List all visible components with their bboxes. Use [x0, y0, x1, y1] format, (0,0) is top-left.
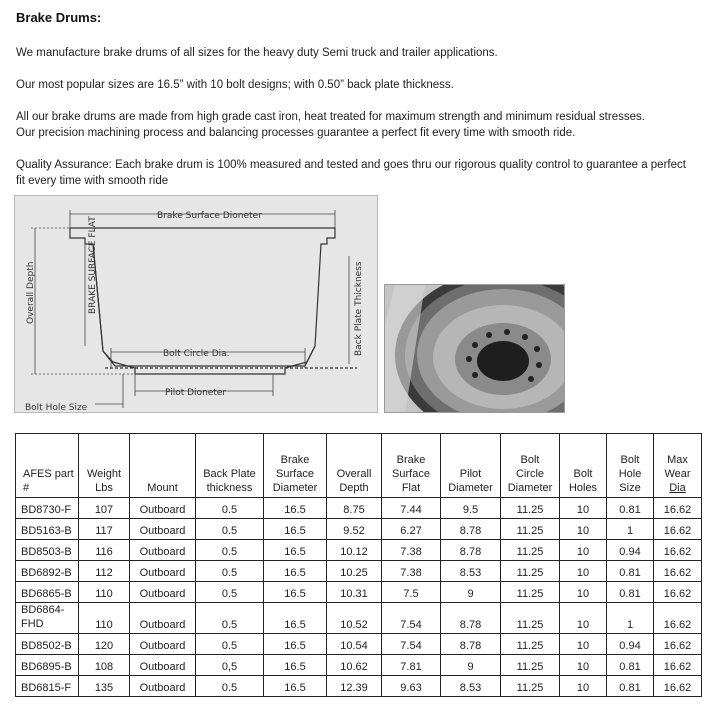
cell-back-plate: 0.5: [196, 676, 264, 697]
intro-paragraph: We manufacture brake drums of all sizes for the heavy duty Semi truck and trailer applications.: [16, 47, 498, 59]
table-row: [16, 603, 702, 634]
cell-bolt-hole-size: 0.94: [607, 540, 654, 561]
header-overall-depth: Overall Depth: [327, 434, 382, 498]
cell-bolt-holes: 10: [560, 498, 607, 519]
cell-overall-depth: 10.52: [327, 603, 382, 634]
cell-bolt-holes: 10: [560, 676, 607, 697]
cell-overall-depth: 9.52: [327, 519, 382, 540]
cell-bolt-hole-size: 1: [607, 603, 654, 634]
brake-drum-diagram: [14, 195, 378, 413]
cell-surface-dia: 16.5: [264, 540, 327, 561]
cell-max-wear: 16.62: [654, 634, 702, 655]
cell-surface-dia: 16.5: [264, 676, 327, 697]
cell-bolt-holes: 10: [560, 540, 607, 561]
cell-mount: Outboard: [130, 655, 196, 676]
cell-bolt-circle: 11.25: [501, 582, 560, 603]
cell-back-plate: 0.5: [196, 519, 264, 540]
label-bolt-hole-size: Bolt Hole Size: [25, 403, 88, 413]
cell-overall-depth: 10.25: [327, 561, 382, 582]
cell-back-plate: 0,5: [196, 655, 264, 676]
cell-bolt-hole-size: 1: [607, 519, 654, 540]
cell-back-plate: 0.5: [196, 498, 264, 519]
label-overall-depth: Overall Depth: [26, 261, 36, 324]
cell-bolt-circle: 11.25: [501, 603, 560, 634]
cell-part: BD6815-F: [16, 676, 79, 697]
cell-back-plate: 0.5: [196, 561, 264, 582]
cell-pilot: 8.78: [441, 540, 501, 561]
cell-bolt-circle: 11.25: [501, 498, 560, 519]
brake-drum-photo-image: [385, 285, 565, 413]
header-bolt-circle: Bolt Circle Diameter: [501, 434, 560, 498]
cell-bolt-holes: 10: [560, 634, 607, 655]
cell-bolt-hole-size: 0.81: [607, 498, 654, 519]
quality-assurance-paragraph: Quality Assurance: Each brake drum is 100% measured and tested and goes thru our rigorous quality control to guarantee a perfect fit every time with smooth ride: [16, 159, 686, 187]
cell-part: BD5163-B: [16, 519, 79, 540]
cell-bolt-circle: 11.25: [501, 676, 560, 697]
cell-pilot: 9: [441, 655, 501, 676]
cell-bolt-circle: 11.25: [501, 655, 560, 676]
cell-weight: 116: [79, 540, 130, 561]
header-surface-flat: Brake Surface Flat: [382, 434, 441, 498]
cell-pilot: 8.78: [441, 634, 501, 655]
cell-mount: Outboard: [130, 676, 196, 697]
table-row: [16, 655, 702, 676]
cell-mount: Outboard: [130, 498, 196, 519]
cell-surface-dia: 16.5: [264, 582, 327, 603]
cell-surface-flat: 7.81: [382, 655, 441, 676]
cell-bolt-holes: 10: [560, 603, 607, 634]
cell-bolt-holes: 10: [560, 655, 607, 676]
header-weight: Weight Lbs: [79, 434, 130, 498]
cell-overall-depth: 10.12: [327, 540, 382, 561]
cell-weight: 108: [79, 655, 130, 676]
cell-overall-depth: 8.75: [327, 498, 382, 519]
header-part: AFES part #: [16, 434, 79, 498]
cell-weight: 135: [79, 676, 130, 697]
header-mount: Mount: [130, 434, 196, 498]
brake-drum-cross-section: [15, 196, 379, 414]
material-text: All our brake drums are made from high grade cast iron, heat treated for maximum strength and minimum residual stresses.: [16, 111, 645, 123]
cell-surface-flat: 7.44: [382, 498, 441, 519]
cell-max-wear: 16.62: [654, 676, 702, 697]
cell-weight: 107: [79, 498, 130, 519]
cell-surface-dia: 16.5: [264, 634, 327, 655]
cell-weight: 117: [79, 519, 130, 540]
cell-mount: Outboard: [130, 634, 196, 655]
cell-max-wear: 16.62: [654, 603, 702, 634]
cell-max-wear: 16.62: [654, 561, 702, 582]
cell-bolt-circle: 11.25: [501, 561, 560, 582]
brake-drum-spec-table: [15, 433, 702, 697]
cell-part: BD6865-B: [16, 582, 79, 603]
label-brake-surface-flat: BRAKE SURFACE FLAT: [88, 216, 98, 314]
cell-surface-dia: 16.5: [264, 561, 327, 582]
cell-mount: Outboard: [130, 540, 196, 561]
cell-max-wear: 16.62: [654, 655, 702, 676]
page-title: Brake Drums:: [16, 10, 102, 25]
label-back-plate-thickness: Back Plate Thickness: [354, 261, 364, 356]
cell-weight: 110: [79, 603, 130, 634]
cell-max-wear: 16.62: [654, 540, 702, 561]
cell-max-wear: 16.62: [654, 582, 702, 603]
table-row: [16, 634, 702, 655]
material-paragraph: [16, 109, 696, 141]
cell-weight: 120: [79, 634, 130, 655]
cell-overall-depth: 10.31: [327, 582, 382, 603]
cell-max-wear: 16.62: [654, 498, 702, 519]
cell-mount: Outboard: [130, 603, 196, 634]
cell-max-wear: 16.62: [654, 519, 702, 540]
popular-sizes-paragraph: Our most popular sizes are 16.5” with 10 bolt designs; with 0.50” back plate thickness.: [16, 79, 454, 91]
cell-pilot: 8.53: [441, 676, 501, 697]
cell-bolt-hole-size: 0.81: [607, 676, 654, 697]
cell-overall-depth: 10.62: [327, 655, 382, 676]
cell-pilot: 9.5: [441, 498, 501, 519]
cell-bolt-holes: 10: [560, 561, 607, 582]
cell-pilot: 9: [441, 582, 501, 603]
header-max-wear: Max Wear Dia: [654, 434, 702, 498]
header-pilot: Pilot Diameter: [441, 434, 501, 498]
cell-back-plate: 0.5: [196, 603, 264, 634]
cell-bolt-holes: 10: [560, 519, 607, 540]
label-brake-surface-diameter: Brake Surface Dioneter: [157, 211, 262, 221]
header-surface-dia: Brake Surface Diameter: [264, 434, 327, 498]
cell-surface-dia: 16.5: [264, 519, 327, 540]
label-pilot-diameter: Pilot Dioneter: [165, 388, 227, 398]
cell-part: BD6895-B: [16, 655, 79, 676]
cell-bolt-circle: 11.25: [501, 634, 560, 655]
cell-part: BD6892-B: [16, 561, 79, 582]
table-header-row: [16, 434, 702, 498]
cell-overall-depth: 10.54: [327, 634, 382, 655]
table-row: [16, 582, 702, 603]
cell-surface-dia: 16.5: [264, 603, 327, 634]
cell-surface-flat: 7.5: [382, 582, 441, 603]
cell-surface-dia: 16.5: [264, 655, 327, 676]
table-row: [16, 519, 702, 540]
cell-back-plate: 0.5: [196, 540, 264, 561]
cell-mount: Outboard: [130, 561, 196, 582]
table-row: [16, 561, 702, 582]
cell-pilot: 8.78: [441, 519, 501, 540]
cell-back-plate: 0.5: [196, 634, 264, 655]
cell-mount: Outboard: [130, 582, 196, 603]
cell-surface-flat: 7.54: [382, 603, 441, 634]
cell-part: BD8730-F: [16, 498, 79, 519]
label-bolt-circle-dia: Bolt Circle Dia.: [163, 349, 230, 359]
cell-part: BD8503-B: [16, 540, 79, 561]
cell-bolt-circle: 11.25: [501, 540, 560, 561]
table-row: [16, 498, 702, 519]
cell-back-plate: 0.5: [196, 582, 264, 603]
cell-surface-flat: 7.54: [382, 634, 441, 655]
brake-drum-photo: [384, 284, 565, 413]
cell-part: BD6864- FHD: [16, 603, 79, 634]
cell-mount: Outboard: [130, 519, 196, 540]
cell-surface-flat: 9.63: [382, 676, 441, 697]
cell-bolt-hole-size: 0.94: [607, 634, 654, 655]
cell-pilot: 8.78: [441, 603, 501, 634]
cell-overall-depth: 12.39: [327, 676, 382, 697]
cell-pilot: 8.53: [441, 561, 501, 582]
cell-surface-flat: 7.38: [382, 561, 441, 582]
header-back-plate: Back Plate thickness: [196, 434, 264, 498]
cell-part: BD8502-B: [16, 634, 79, 655]
cell-weight: 112: [79, 561, 130, 582]
table-row: [16, 540, 702, 561]
header-bolt-holes: Bolt Holes: [560, 434, 607, 498]
machining-text: Our precision machining process and balancing processes guarantee a perfect fit every time with smooth ride.: [16, 127, 576, 139]
cell-bolt-holes: 10: [560, 582, 607, 603]
cell-surface-dia: 16.5: [264, 498, 327, 519]
cell-surface-flat: 7.38: [382, 540, 441, 561]
cell-surface-flat: 6.27: [382, 519, 441, 540]
header-bolt-hole-size: Bolt Hole Size: [607, 434, 654, 498]
cell-bolt-hole-size: 0.81: [607, 561, 654, 582]
cell-bolt-hole-size: 0.81: [607, 655, 654, 676]
cell-bolt-hole-size: 0.81: [607, 582, 654, 603]
table-row: [16, 676, 702, 697]
cell-bolt-circle: 11.25: [501, 519, 560, 540]
cell-weight: 110: [79, 582, 130, 603]
